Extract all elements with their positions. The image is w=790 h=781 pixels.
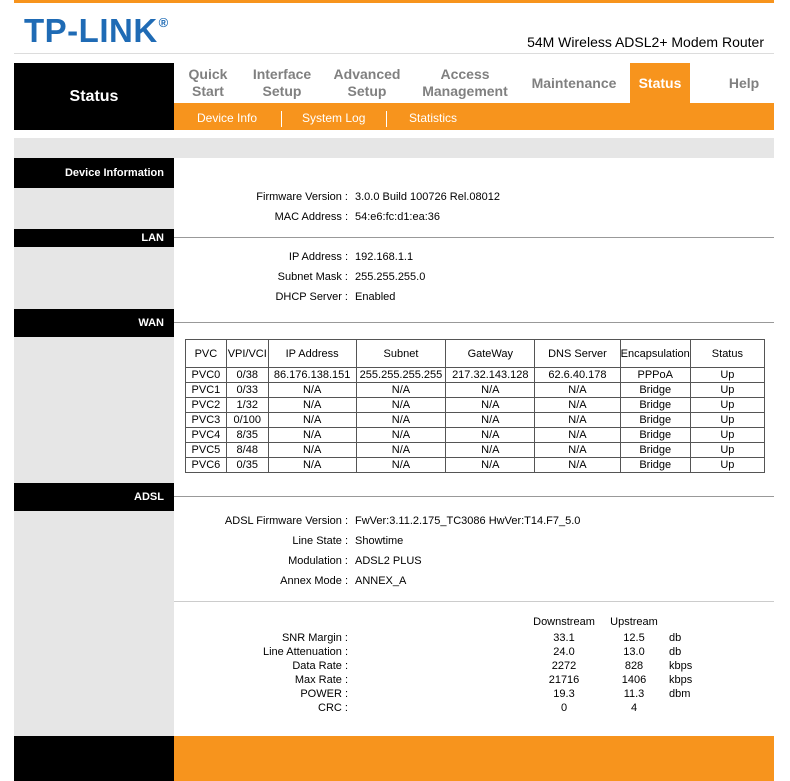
lan-divider (174, 237, 774, 238)
subnav-device-info[interactable]: Device Info (197, 111, 258, 125)
stats-unit: db (669, 646, 682, 658)
table-cell: Bridge (620, 458, 690, 473)
table-cell: 1/32 (226, 398, 268, 413)
col-encapsulation: Encapsulation (620, 340, 690, 368)
table-cell: N/A (535, 383, 620, 398)
table-cell: N/A (356, 398, 446, 413)
table-cell: Bridge (620, 398, 690, 413)
table-cell: N/A (356, 383, 446, 398)
table-cell: PVC0 (186, 368, 227, 383)
table-cell: PVC4 (186, 428, 227, 443)
stats-downstream: 19.3 (553, 688, 575, 700)
table-cell: Up (690, 443, 764, 458)
col-subnet: Subnet (356, 340, 446, 368)
stats-upstream: 13.0 (623, 646, 645, 658)
line-state-key: Line State : (292, 535, 348, 547)
upstream-header: Upstream (610, 616, 658, 628)
footer-right (174, 736, 774, 781)
lan-ip-row (174, 251, 774, 267)
table-cell: Bridge (620, 443, 690, 458)
lan-dhcp-row (174, 291, 774, 307)
stats-row (174, 674, 774, 688)
sub-nav (174, 103, 774, 130)
nav-status[interactable]: Status (630, 63, 690, 103)
nav-help[interactable]: Help (728, 74, 760, 91)
main-nav (174, 63, 774, 103)
table-cell: 8/48 (226, 443, 268, 458)
current-section-title: Status (14, 63, 174, 130)
table-cell: Up (690, 368, 764, 383)
table-cell: N/A (535, 413, 620, 428)
table-row (186, 443, 765, 458)
table-cell: Bridge (620, 383, 690, 398)
lan-mask-value: 255.255.255.0 (355, 271, 426, 283)
subnav-separator (281, 111, 282, 127)
col-vpi-vci: VPI/VCI (226, 340, 268, 368)
content-top-bar (14, 138, 774, 158)
model-name: 54M Wireless ADSL2+ Modem Router (527, 34, 764, 50)
table-row (186, 383, 765, 398)
table-cell: 0/100 (226, 413, 268, 428)
nav-access-management[interactable]: Access Management (422, 66, 508, 99)
table-cell: N/A (446, 428, 535, 443)
section-label-wan: WAN (14, 309, 174, 337)
modulation-row (174, 555, 774, 571)
lan-mask-row (174, 271, 774, 287)
firmware-value: 3.0.0 Build 100726 Rel.08012 (355, 191, 500, 203)
col-gateway: GateWay (446, 340, 535, 368)
adsl-firmware-value: FwVer:3.11.2.175_TC3086 HwVer:T14.F7_5.0 (355, 515, 581, 527)
table-cell: PVC1 (186, 383, 227, 398)
stats-key: POWER : (300, 688, 348, 700)
table-cell: Up (690, 398, 764, 413)
stats-row (174, 688, 774, 702)
nav-advanced-setup[interactable]: Advanced Setup (333, 66, 401, 99)
table-cell: N/A (268, 413, 356, 428)
stats-key: Max Rate : (294, 674, 348, 686)
stats-key: CRC : (318, 702, 348, 714)
table-cell: N/A (535, 443, 620, 458)
table-cell: N/A (446, 398, 535, 413)
top-accent-bar (14, 0, 774, 3)
table-cell: Bridge (620, 428, 690, 443)
mac-row (174, 211, 774, 227)
lan-dhcp-key: DHCP Server : (275, 291, 348, 303)
stats-unit: dbm (669, 688, 691, 700)
stats-upstream: 12.5 (623, 632, 645, 644)
line-state-value: Showtime (355, 535, 404, 547)
table-cell: N/A (446, 458, 535, 473)
stats-unit: kbps (669, 674, 693, 686)
stats-downstream: 0 (560, 702, 568, 714)
mac-value: 54:e6:fc:d1:ea:36 (355, 211, 441, 223)
table-cell: 255.255.255.255 (356, 368, 446, 383)
annex-mode-value: ANNEX_A (355, 575, 407, 587)
table-cell: 0/33 (226, 383, 268, 398)
table-cell: Up (690, 413, 764, 428)
table-row (186, 398, 765, 413)
nav-maintenance[interactable]: Maintenance (531, 74, 617, 91)
subnav-statistics[interactable]: Statistics (409, 111, 458, 125)
footer-left (14, 736, 174, 781)
table-cell: N/A (535, 398, 620, 413)
adsl-divider (174, 496, 774, 497)
table-cell: N/A (535, 428, 620, 443)
wan-table-body (186, 368, 765, 473)
stats-unit: db (669, 632, 682, 644)
table-row (186, 428, 765, 443)
table-cell: Up (690, 458, 764, 473)
table-cell: N/A (268, 383, 356, 398)
table-cell: 62.6.40.178 (535, 368, 620, 383)
table-cell: N/A (446, 383, 535, 398)
table-cell: 0/35 (226, 458, 268, 473)
downstream-header: Downstream (533, 616, 595, 628)
table-row (186, 413, 765, 428)
stats-downstream: 33.1 (553, 632, 575, 644)
table-cell: 0/38 (226, 368, 268, 383)
col-ip-address: IP Address (268, 340, 356, 368)
table-cell: N/A (268, 428, 356, 443)
stats-unit: kbps (669, 660, 693, 672)
registered-mark: ® (158, 15, 169, 30)
col-status: Status (690, 340, 764, 368)
tp-link-logo (24, 12, 168, 50)
lan-ip-key: IP Address : (288, 251, 348, 263)
table-cell: Bridge (620, 413, 690, 428)
table-row (186, 458, 765, 473)
table-cell: N/A (356, 428, 446, 443)
stats-key: Line Attenuation : (262, 646, 348, 658)
subnav-system-log[interactable]: System Log (302, 111, 366, 125)
table-cell: N/A (356, 443, 446, 458)
table-cell: PVC3 (186, 413, 227, 428)
table-cell: PPPoA (620, 368, 690, 383)
table-cell: N/A (356, 413, 446, 428)
wan-table-header (186, 340, 765, 368)
wan-divider (174, 322, 774, 323)
col-pvc: PVC (186, 340, 227, 368)
annex-mode-key: Annex Mode : (280, 575, 348, 587)
table-cell: N/A (268, 443, 356, 458)
table-row (186, 368, 765, 383)
adsl-stats-divider (174, 601, 774, 602)
stats-row (174, 632, 774, 646)
table-cell: N/A (446, 413, 535, 428)
adsl-firmware-key: ADSL Firmware Version : (224, 515, 348, 527)
table-cell: 8/35 (226, 428, 268, 443)
lan-ip-value: 192.168.1.1 (355, 251, 414, 263)
modulation-key: Modulation : (288, 555, 348, 567)
stats-key: SNR Margin : (281, 632, 348, 644)
stats-row (174, 646, 774, 660)
header-divider (14, 53, 774, 54)
table-cell: N/A (268, 458, 356, 473)
stats-row (174, 660, 774, 674)
table-cell: PVC2 (186, 398, 227, 413)
stats-upstream: 828 (624, 660, 644, 672)
section-label-device-info: Device Information (14, 158, 174, 188)
lan-mask-key: Subnet Mask : (277, 271, 348, 283)
subnav-separator (386, 111, 387, 127)
col-dns-server: DNS Server (535, 340, 620, 368)
table-cell: 217.32.143.128 (446, 368, 535, 383)
line-state-row (174, 535, 774, 551)
stats-downstream: 21716 (548, 674, 580, 686)
stats-downstream: 24.0 (553, 646, 575, 658)
stats-key: Data Rate : (292, 660, 348, 672)
table-cell: PVC6 (186, 458, 227, 473)
table-cell: 86.176.138.151 (268, 368, 356, 383)
table-cell: N/A (446, 443, 535, 458)
wan-table (185, 339, 765, 473)
table-cell: Up (690, 383, 764, 398)
nav-interface-setup[interactable]: Interface Setup (252, 66, 312, 99)
lan-dhcp-value: Enabled (355, 291, 396, 303)
table-cell: N/A (535, 458, 620, 473)
firmware-key: Firmware Version : (256, 191, 348, 203)
logo-text: TP-LINK (24, 12, 158, 49)
section-label-adsl: ADSL (14, 483, 174, 511)
stats-upstream: 1406 (621, 674, 647, 686)
modulation-value: ADSL2 PLUS (355, 555, 422, 567)
table-cell: Up (690, 428, 764, 443)
nav-quick-start[interactable]: Quick Start (188, 66, 228, 99)
adsl-firmware-row (174, 515, 774, 531)
stats-downstream: 2272 (551, 660, 577, 672)
stats-upstream: 4 (630, 702, 638, 714)
stats-upstream: 11.3 (623, 688, 645, 700)
mac-key: MAC Address : (274, 211, 348, 223)
table-cell: N/A (356, 458, 446, 473)
table-cell: N/A (268, 398, 356, 413)
firmware-row (174, 191, 774, 207)
annex-mode-row (174, 575, 774, 591)
table-cell: PVC5 (186, 443, 227, 458)
stats-row (174, 702, 774, 716)
section-label-lan: LAN (14, 229, 174, 247)
